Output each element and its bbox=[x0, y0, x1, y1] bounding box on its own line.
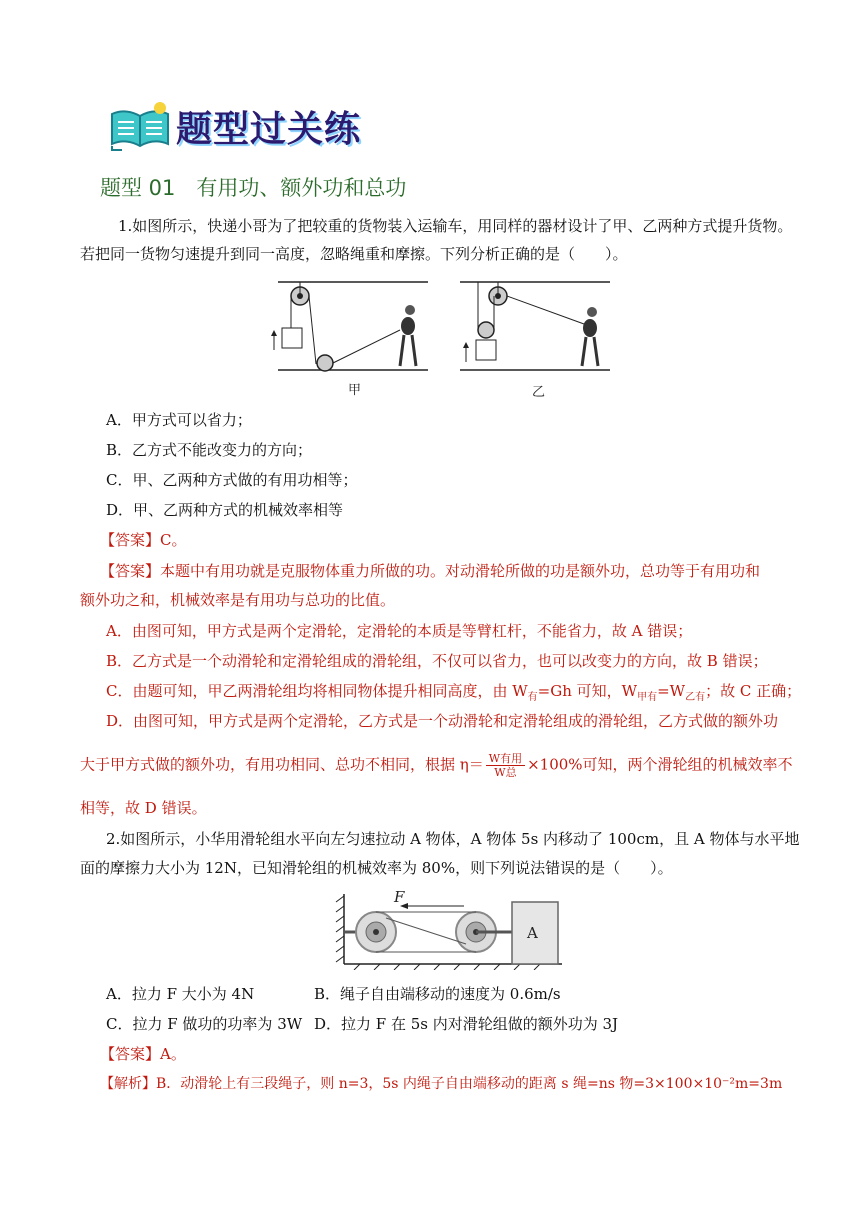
q2-explanation-line1: 【解析】B．动滑轮上有三段绳子，则 n=3，5s 内绳子自由端移动的距离 s 绳=ns 物=3×100×10⁻²m=3m bbox=[100, 1076, 783, 1092]
q1-explanation-line1: 【答案】本题中有用功就是克服物体重力所做的功。对动滑轮所做的功是额外功，总功等于有用功和 bbox=[100, 562, 761, 580]
q2-stem-line1: 2.如图所示，小华用滑轮组水平向左匀速拉动 A 物体，A 物体 5s 内移动了 100cm，且 A 物体与水平地 bbox=[106, 830, 800, 848]
q1-figure bbox=[270, 278, 610, 403]
fig-label-jia: 甲 bbox=[348, 383, 362, 398]
q2-option-c: C．拉力 F 做功的功率为 3W bbox=[106, 1015, 303, 1033]
q1-explanation-d3: 相等，故 D 错误。 bbox=[80, 799, 207, 817]
section-title: 题型 01 有用功、额外功和总功 bbox=[100, 176, 407, 200]
fig-label-yi: 乙 bbox=[532, 385, 546, 400]
block-label: A bbox=[527, 924, 538, 942]
q1-option-d: D．甲、乙两种方式的机械效率相等 bbox=[106, 501, 344, 519]
q1-stem-line1: 1.如图所示，快递小哥为了把较重的货物装入运输车，用同样的器材设计了甲、乙两种方式提升货物。 bbox=[118, 217, 793, 235]
q1-stem-line2: 若把同一货物匀速提升到同一高度，忽略绳重和摩擦。下列分析正确的是（ ）。 bbox=[80, 245, 628, 263]
q1-explanation-a: A．由图可知，甲方式是两个定滑轮，定滑轮的本质是等臂杠杆，不能省力，故 A 错误； bbox=[106, 622, 693, 640]
q1-option-c: C．甲、乙两种方式做的有用功相等； bbox=[106, 471, 358, 489]
force-label: F bbox=[394, 888, 405, 906]
q1-explanation-d1: D．由图可知，甲方式是两个定滑轮，乙方式是一个动滑轮和定滑轮组成的滑轮组，乙方式做的额外功 bbox=[106, 712, 779, 730]
q2-option-a: A．拉力 F 大小为 4N bbox=[106, 985, 255, 1003]
book-icon bbox=[108, 100, 172, 152]
banner-title: 题型过关练 bbox=[176, 108, 362, 150]
q2-option-d: D．拉力 F 在 5s 内对滑轮组做的额外功为 3J bbox=[314, 1015, 619, 1033]
q1-explanation-line2: 额外功之和，机械效率是有用功与总功的比值。 bbox=[80, 591, 396, 609]
q2-figure bbox=[334, 888, 564, 970]
efficiency-fraction: $\frac{\text{W有用}}{\text{W总}}$ bbox=[486, 752, 525, 779]
q1-explanation-d2: 大于甲方式做的额外功，有用功相同、总功不相同，根据 η＝ $\frac{\text{W有用}}{\text{W总}}$ ×100%可知，两个滑轮组的机械效率不 bbox=[80, 752, 793, 779]
section-banner bbox=[108, 100, 361, 152]
q2-option-b: B．绳子自由端移动的速度为 0.6m/s bbox=[314, 985, 561, 1003]
q1-answer: 【答案】C。 bbox=[100, 531, 187, 549]
q1-explanation-c: C．由题可知，甲乙两滑轮组均将相同物体提升相同高度，由 $W_有=Gh$ 可知，$W_{甲有}=W_{乙有}$；故 C 正确； bbox=[106, 682, 802, 703]
q2-answer: 【答案】A。 bbox=[100, 1045, 186, 1063]
q1-option-b: B．乙方式不能改变力的方向； bbox=[106, 441, 313, 459]
q1-explanation-b: B．乙方式是一个动滑轮和定滑轮组成的滑轮组，不仅可以省力，也可以改变力的方向，故 B 错误； bbox=[106, 652, 768, 670]
q2-stem-line2: 面的摩擦力大小为 12N，已知滑轮组的机械效率为 80%，则下列说法错误的是（ ）。 bbox=[80, 859, 673, 877]
q1-option-a: A．甲方式可以省力； bbox=[106, 411, 252, 429]
